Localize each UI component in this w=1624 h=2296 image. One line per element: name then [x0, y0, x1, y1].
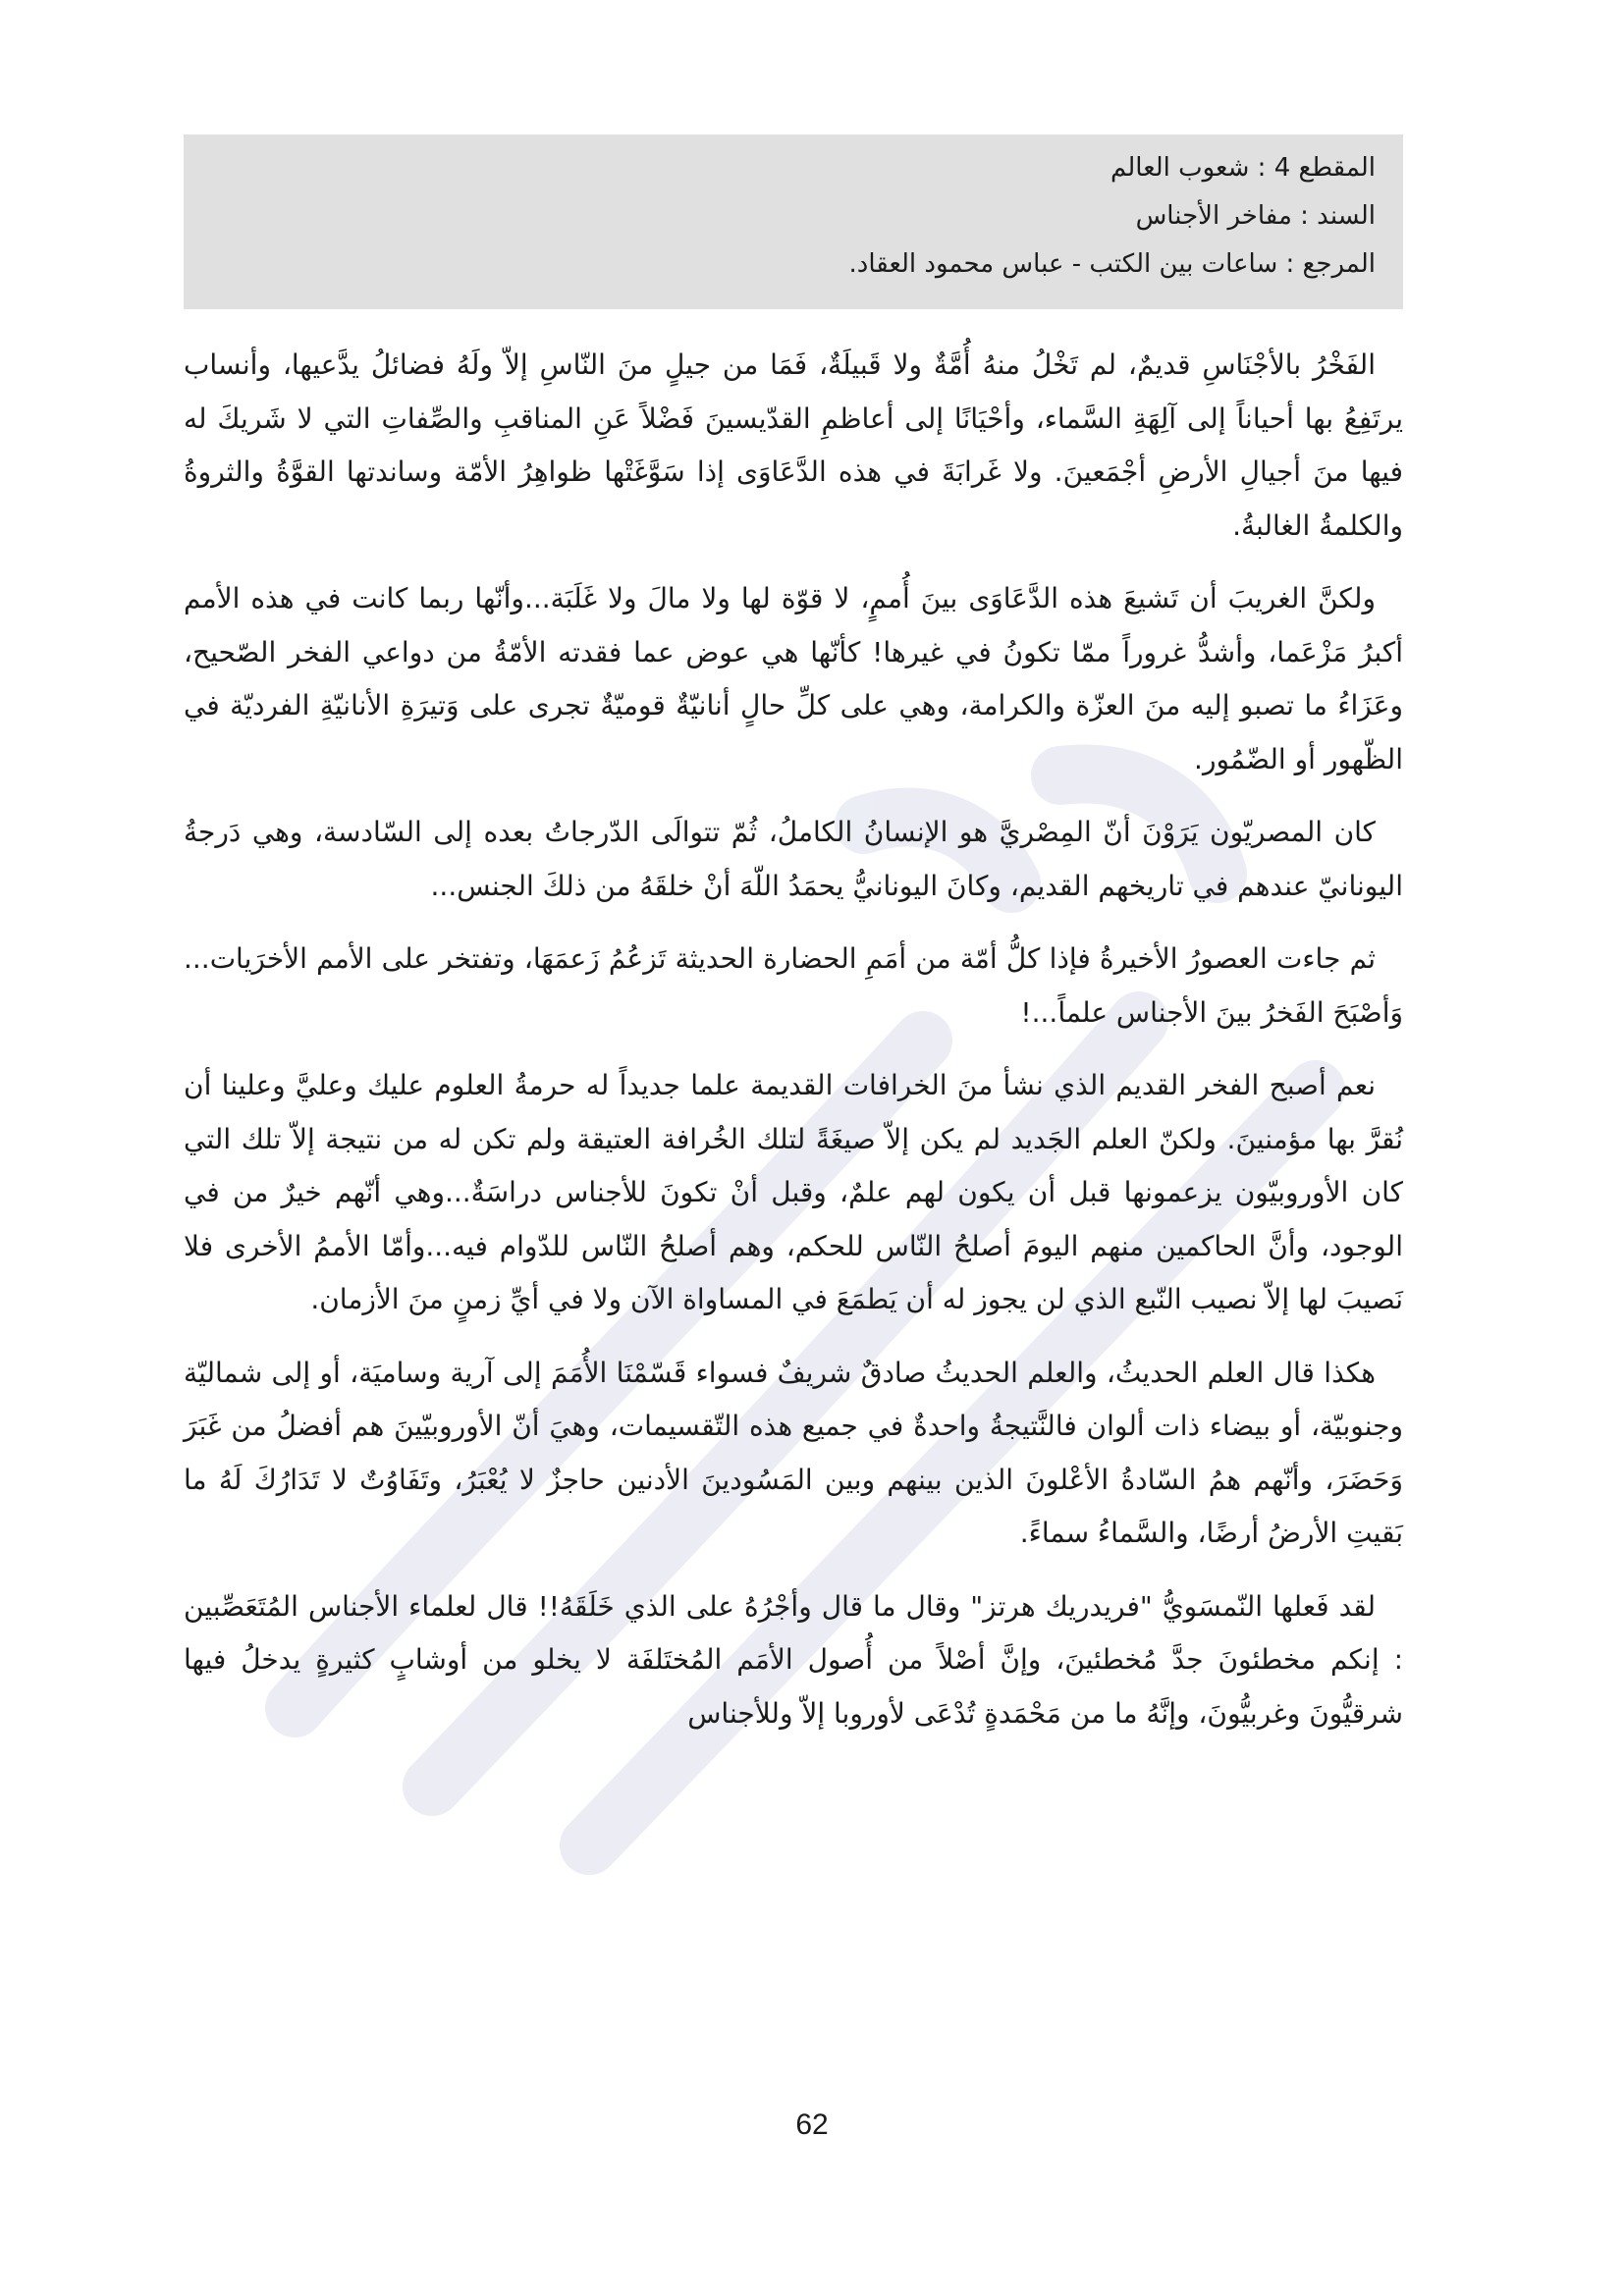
paragraph-4: ثم جاءت العصورُ الأخيرةُ فإذا كلُّ أمّة من أمَمِ الحضارة الحديثة تَزعُمُ زَعمَهَا، وتفتخر على الأمم الأخرَيات... وَأصْبَحَ الفَخرُ بينَ الأجناس علماً...! — [184, 942, 1403, 1029]
section-title: المقطع 4 : شعوب العالم — [1110, 153, 1376, 183]
source-title: السند : مفاخر الأجناس — [1135, 201, 1376, 231]
lesson-header-box — [184, 134, 1403, 309]
article-body — [184, 339, 1403, 1760]
paragraph-1: الفَخْرُ بالأجْنَاسِ قديمٌ، لم تَخْلُ منهُ أُمَّةٌ ولا قَبيلَةٌ، فَمَا من جيلٍ منَ النّاسِ إلاّ ولَهُ فضائلُ يدَّعيها، وأنساب يرتَفِعُ بها أحياناً إلى آلِهَةِ السَّماء، وأحْيَانًا إلى أعاظمِ القدّيسينَ فَضْلاً عَنِ المناقبِ والصِّفاتِ التي لا شَريكَ له فيها منَ أجيالِ الأرضِ أجْمَعينَ. ولا غَرابَةَ في هذه الدَّعَاوَى إذا سَوَّغَتْها ظواهِرُ الأمّة وساندتها القوَّةُ والثروةُ والكلمةُ الغالبةُ. — [184, 348, 1403, 542]
paragraph-6: هكذا قال العلم الحديثُ، والعلم الحديثُ صادقٌ شريفٌ فسواء قَسّمْنَا الأُمَمَ إلى آرية وساميَة، أو إلى شماليّة وجنوبيّة، أو بيضاء ذات ألوان فالنَّتيجةُ واحدةٌ في جميع هذه التّقسيمات، وهيَ أنّ الأوروبيّينَ هم أفضلُ من غَبَرَ وَحَضَرَ، وأنّهم همُ السّادةُ الأعْلونَ الذين بينهم وبين المَسُودينَ الأدنين حاجزٌ لا يُعْبَرُ، وتَفَاوُتٌ لا تَدَارُكَ لَهُ ما بَقيتِ الأرضُ أرضًا، والسَّماءُ سماءً. — [184, 1356, 1403, 1549]
paragraph-2: ولكنَّ الغريبَ أن تَشيعَ هذه الدَّعَاوَى بينَ أُممٍ، لا قوّة لها ولا مالَ ولا غَلَبَة...وأنّها ربما كانت في هذه الأمم أكبرُ مَزْعَما، وأشدُّ غروراً ممّا تكونُ في غيرها! كأنّها هي عوض عما فقدته الأمّةُ من دواعي الفخر الصّحيح، وعَزَاءُ ما تصبو إليه منَ العزّة والكرامة، وهي على كلِّ حالٍ أنانيّةٌ قوميّةٌ تجرى على وَتيرَةِ الأنانيّةِ الفرديّة في الظّهور أو الضّمُور. — [184, 582, 1403, 775]
reference-line: المرجع : ساعات بين الكتب - عباس محمود العقاد. — [848, 249, 1376, 279]
paragraph-3: كان المصريّون يَرَوْنَ أنّ المِصْريَّ هو الإنسانُ الكاملُ، ثُمّ تتوالَى الدّرجاتُ بعده إلى السّادسة، وهي دَرجةُ اليونانيّ عندهم في تاريخهم القديم، وكانَ اليونانيُّ يحمَدُ اللّهَ أنْ خلقَهُ من ذلكَ الجنس... — [184, 816, 1403, 902]
page-number: 62 — [795, 2109, 829, 2141]
paragraph-7: لقد فَعلها النّمسَويُّ "فريدريك هرتز" وقال ما قال وأجْرُهُ على الذي خَلَقَهُ!! قال لعلماء الأجناس المُتَعَصِّبين : إنكم مخطئونَ جدَّ مُخطئينَ، وإنَّ أصْلاً من أُصول الأمَم المُختَلفَة لا يخلو من أوشابٍ كثيرةٍ يدخلُ فيها شرقيُّونَ وغربيُّونَ، وإنَّهُ ما من مَحْمَدةٍ تُدْعَى لأوروبا إلاّ وللأجناس — [184, 1589, 1403, 1730]
paragraph-5: نعم أصبح الفخر القديم الذي نشأ منَ الخرافات القديمة علما جديداً له حرمةُ العلوم عليك وعليَّ وعلينا أن نُقرَّ بها مؤمنينَ. ولكنّ العلم الجَديد لم يكن إلاّ صيغَةً لتلك الخُرافة العتيقة ولم تكن له من نتيجة إلاّ تلك التي كان الأوروبيّون يزعمونها قبل أن يكون لهم علمٌ، وقبل أنْ تكونَ للأجناس دراسَةٌ...وهي أنّهم خيرٌ من في الوجود، وأنَّ الحاكمين منهم اليومَ أصلحُ النّاس للحكم، وهم أصلحُ النّاس للدّوام فيه...وأمّا الأممُ الأخرى فلا نَصيبَ لها إلاّ نصيب النّبع الذي لن يجوز له أن يَطمَعَ في المساواة الآن ولا في أيِّ زمنٍ منَ الأزمان. — [184, 1069, 1403, 1315]
